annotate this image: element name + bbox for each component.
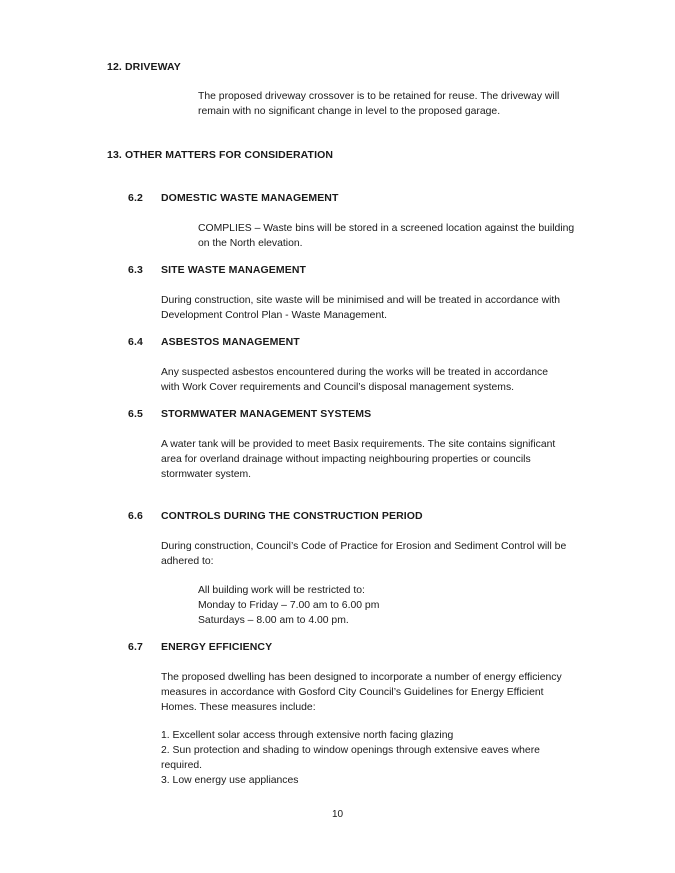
text-line: During construction, site waste will be minimised and will be treated in accordance with [161,295,561,306]
text-line: remain with no significant change in level to the proposed garage. [198,106,501,117]
text-line: Homes. These measures include: [161,702,316,713]
heading-title: OTHER MATTERS FOR CONSIDERATION [125,149,334,161]
heading-6-4 [128,336,300,348]
paragraph-6-7 [161,670,562,715]
text-line: The proposed driveway crossover is to be retained for reuse. The driveway will [198,91,560,102]
text-line: The proposed dwelling has been designed to incorporate a number of energy efficiency [161,672,562,683]
text-line: adhered to: [161,556,214,567]
heading-title: ASBESTOS MANAGEMENT [161,336,300,348]
list-item: required. [161,760,203,771]
heading-number: 6.6 [128,510,143,522]
heading-other-matters [107,149,333,161]
heading-driveway [107,61,181,73]
text-line: COMPLIES – Waste bins will be stored in a screened location against the building [198,223,575,234]
heading-number: 6.3 [128,264,143,276]
text-line: measures in accordance with Gosford City Council’s Guidelines for Energy Efficient [161,687,544,698]
list-item: 2. Sun protection and shading to window openings through extensive eaves where [161,745,540,756]
heading-title: DRIVEWAY [125,61,181,73]
heading-number: 6.4 [128,336,143,348]
text-line: stormwater system. [161,469,252,480]
heading-6-7 [128,641,272,653]
paragraph-6-4 [161,365,548,395]
heading-title: STORMWATER MANAGEMENT SYSTEMS [161,408,372,420]
construction-hours [198,583,379,628]
driveway-paragraph [198,89,559,119]
text-line: Development Control Plan - Waste Management. [161,310,388,321]
heading-number: 6.7 [128,641,143,653]
text-line: During construction, Council’s Code of Practice for Erosion and Sediment Control will be [161,541,567,552]
heading-number: 6.5 [128,408,143,420]
paragraph-6-3 [161,293,560,323]
heading-title: CONTROLS DURING THE CONSTRUCTION PERIOD [161,510,423,522]
heading-6-2 [128,192,339,204]
paragraph-6-6 [161,539,566,569]
measures-list [161,728,540,788]
heading-number: 12. [107,61,122,73]
text-line: with Work Cover requirements and Council’s disposal management systems. [161,382,515,393]
list-item: 1. Excellent solar access through extensive north facing glazing [161,730,454,741]
paragraph-6-5 [161,437,555,482]
list-item: 3. Low energy use appliances [161,775,299,786]
heading-6-5 [128,408,371,420]
heading-title: SITE WASTE MANAGEMENT [161,264,307,276]
heading-number: 6.2 [128,192,143,204]
heading-6-3 [128,264,306,276]
heading-number: 13. [107,149,122,161]
heading-title: DOMESTIC WASTE MANAGEMENT [161,192,339,204]
text-line: All building work will be restricted to: [198,585,365,596]
text-line: A water tank will be provided to meet Basix requirements. The site contains significant [161,439,556,450]
paragraph-6-2 [198,221,574,251]
page-number: 10 [331,809,344,820]
heading-title: ENERGY EFFICIENCY [161,641,273,653]
heading-6-6 [128,510,423,522]
text-line: area for overland drainage without impacting neighbouring properties or councils [161,454,531,465]
text-line: Monday to Friday – 7.00 am to 6.00 pm [198,600,380,611]
text-line: on the North elevation. [198,238,303,249]
text-line: Any suspected asbestos encountered during the works will be treated in accordance [161,367,548,378]
text-line: Saturdays – 8.00 am to 4.00 pm. [198,615,349,626]
